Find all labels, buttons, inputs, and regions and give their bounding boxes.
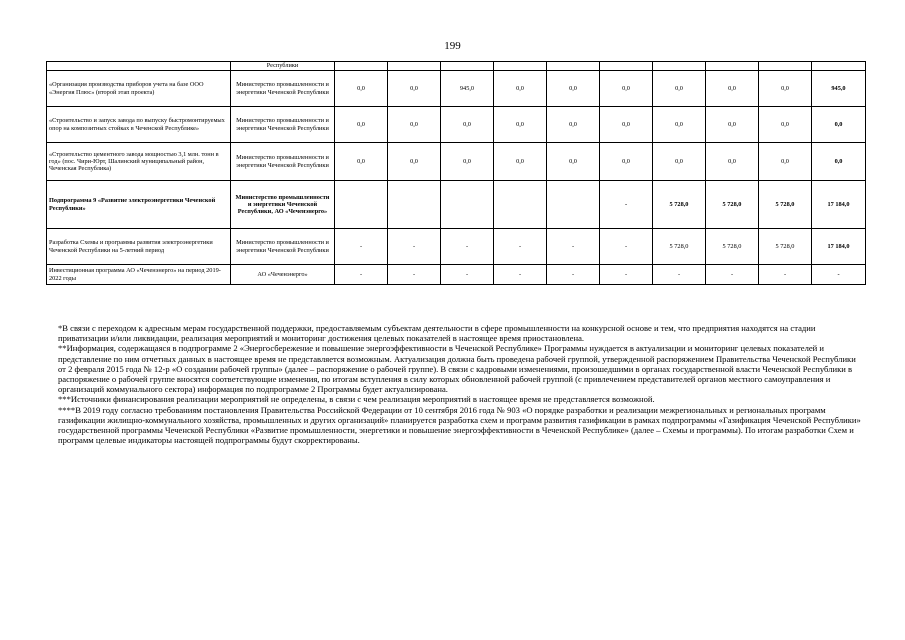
- table-cell-value: [547, 62, 600, 71]
- table-cell-total: 945,0: [812, 71, 866, 107]
- table-cell-value: 5 728,0: [653, 229, 706, 265]
- table-row: [47, 107, 866, 143]
- table-cell-value: [388, 181, 441, 229]
- table-cell-value: 0,0: [759, 143, 812, 181]
- table-cell-value: 0,0: [441, 143, 494, 181]
- table-cell-value: 0,0: [547, 71, 600, 107]
- table-cell-executor: АО «Чеченэнерго»: [231, 265, 335, 285]
- table-cell-name: [47, 62, 231, 71]
- table-cell-value: -: [335, 229, 388, 265]
- table-cell-value: 0,0: [335, 71, 388, 107]
- table-cell-value: 0,0: [706, 107, 759, 143]
- table-row: [47, 265, 866, 285]
- table-cell-total: 17 184,0: [812, 181, 866, 229]
- table-cell-value: 0,0: [335, 107, 388, 143]
- table-cell-value: 0,0: [335, 143, 388, 181]
- table-cell-value: [653, 62, 706, 71]
- table-cell-value: 0,0: [600, 107, 653, 143]
- table-cell-value: -: [335, 265, 388, 285]
- footnote: **Информация, содержащаяся в подпрограмме 2 «Энергосбережение и повышение энергоэффективности в Чеченской Республике» Программы нуждается в актуализации и мониторинг целевых показателей и представление по ним отчетных данных в настоящее время не представляется возможным. Актуализация должна быть проведена рабочей группой, утвержденной распоряжением Правительства Чеченской Республики от 2 февраля 2015 года № 12-р «О создании рабочей группы» (далее – распоряжение о рабочей группе). В связи с кадровыми изменениями, произошедшими в органах государственной власти Чеченской Республики в распоряжение о рабочей группе вносятся соответствующие изменения, по итогам вступления в силу которых обновленной рабочей группой (с привлечением представителей органов местного самоуправления и организаций коммунального сектора) информация по подпрограмме 2 Программы будет актуализирована.: [58, 343, 856, 395]
- table-cell-value: [441, 62, 494, 71]
- table-cell-executor: Министерство промышленности и энергетики Чеченской Республики: [231, 107, 335, 143]
- table-cell-value: -: [653, 265, 706, 285]
- table-cell-value: 0,0: [759, 107, 812, 143]
- page-number: 199: [444, 40, 461, 52]
- table-cell-executor: Министерство промышленности и энергетики Чеченской Республики: [231, 229, 335, 265]
- table-cell-value: 0,0: [653, 143, 706, 181]
- table-cell-value: -: [759, 265, 812, 285]
- table-cell-total: 0,0: [812, 107, 866, 143]
- table-row-header-continuation: [47, 62, 866, 71]
- table-cell-value: [441, 181, 494, 229]
- table-cell-value: -: [494, 229, 547, 265]
- table-cell-value: 0,0: [653, 107, 706, 143]
- table-cell-value: 0,0: [441, 107, 494, 143]
- table-cell-name: «Строительство и запуск завода по выпуску быстромонтируемых опор на композитных стойках в Чеченской Республике»: [47, 107, 231, 143]
- table-cell-name: Подпрограмма 9 «Развитие электроэнергетики Чеченской Республики»: [47, 181, 231, 229]
- table-cell-value: 0,0: [494, 107, 547, 143]
- table-cell-value: -: [600, 229, 653, 265]
- footnote: *В связи с переходом к адресным мерам государственной поддержки, предоставляемым субъектам деятельности в сфере промышленности на конкурсной основе и тем, что предприятия находятся на стадии приватизации и/или ликвидации, реализация мероприятий и мониторинг достижения целевых показателей в настоящее время приостановлена.: [58, 323, 816, 344]
- footnote: ****В 2019 году согласно требованиям постановления Правительства Российской Федерации от 10 сентября 2016 года № 903 «О порядке разработки и реализации межрегиональных и региональных программ газификации жилищно-коммунального хозяйства, промышленных и других организаций» планируется разработка схем и программ развития газификации в рамках подпрограммы «Газификация Чеченской Республики» государственной программы Чеченской Республики «Развитие промышленности, энергетики и повышение энергоэффективности в Чеченской Республике» (далее – Схемы и программы). По итогам разработки Схем и программ целевые индикаторы настоящей подпрограммы будут скорректированы.: [58, 404, 861, 446]
- table-cell-value: -: [600, 181, 653, 229]
- table-cell-value: [706, 62, 759, 71]
- table-cell-executor: Министерство промышленности и энергетики Чеченской Республики: [231, 143, 335, 181]
- table-cell-executor: Республики: [231, 62, 335, 71]
- table-cell-value: -: [388, 265, 441, 285]
- table-cell-executor: Министерство промышленности и энергетики Чеченской Республики: [231, 71, 335, 107]
- table-cell-value: [335, 181, 388, 229]
- table-cell-value: 5 728,0: [759, 181, 812, 229]
- budget-table: [46, 61, 866, 285]
- table-cell-executor: Министерство промышленности и энергетики Чеченской Республики, АО «Чеченэнерго»: [231, 181, 335, 229]
- table-cell-name: «Строительство цементного завода мощностью 3,1 млн. тонн в год» (пос. Чири-Юрт, Шалинский муниципальный район, Чеченская Республика): [47, 143, 231, 181]
- table-cell-name: Разработка Схемы и программы развития электроэнергетики Чеченской Республики на 5-летний период: [47, 229, 231, 265]
- table-cell-value: 0,0: [706, 71, 759, 107]
- table-row: [47, 181, 866, 229]
- table-cell-value: [335, 62, 388, 71]
- table-cell-value: 0,0: [653, 71, 706, 107]
- table-cell-value: -: [388, 229, 441, 265]
- table-cell-value: 0,0: [547, 143, 600, 181]
- table-cell-value: 5 728,0: [759, 229, 812, 265]
- table-cell-value: 5 728,0: [653, 181, 706, 229]
- table-cell-value: -: [441, 265, 494, 285]
- table-cell-value: [388, 62, 441, 71]
- table-cell-value: -: [600, 265, 653, 285]
- table-cell-value: [600, 62, 653, 71]
- table-cell-total: 17 184,0: [812, 229, 866, 265]
- table-cell-value: [812, 62, 866, 71]
- table-cell-value: -: [706, 265, 759, 285]
- table-cell-name: «Организация производства приборов учета на базе ООО «Энергия Плюс» (второй этап проекта): [47, 71, 231, 107]
- table-row: [47, 71, 866, 107]
- footnotes: [58, 323, 864, 445]
- table-cell-value: 0,0: [706, 143, 759, 181]
- table-row: [47, 143, 866, 181]
- table-cell-total: 0,0: [812, 143, 866, 181]
- table-cell-value: [494, 62, 547, 71]
- table-cell-value: 0,0: [388, 71, 441, 107]
- table-cell-value: 0,0: [600, 143, 653, 181]
- table-cell-value: 0,0: [759, 71, 812, 107]
- table-cell-value: 0,0: [600, 71, 653, 107]
- table-cell-value: 5 728,0: [706, 181, 759, 229]
- table-cell-value: 0,0: [494, 71, 547, 107]
- table-cell-value: 0,0: [494, 143, 547, 181]
- table-cell-value: 0,0: [388, 143, 441, 181]
- table-cell-name: Инвестиционная программа АО «Чеченэнерго» на период 2019-2022 годы: [47, 265, 231, 285]
- table-cell-value: 945,0: [441, 71, 494, 107]
- table-cell-value: -: [494, 265, 547, 285]
- table-cell-value: [759, 62, 812, 71]
- table-row: [47, 229, 866, 265]
- footnote: ***Источники финансирования реализации мероприятий не определены, в связи с чем реализация мероприятий в настоящее время не представляется возможной.: [58, 394, 655, 405]
- table-cell-value: -: [441, 229, 494, 265]
- table-cell-value: 0,0: [547, 107, 600, 143]
- table-cell-value: 0,0: [388, 107, 441, 143]
- table-cell-total: -: [812, 265, 866, 285]
- table-cell-value: -: [547, 229, 600, 265]
- table-cell-value: [494, 181, 547, 229]
- table-cell-value: 5 728,0: [706, 229, 759, 265]
- table-cell-value: -: [547, 265, 600, 285]
- table-cell-value: [547, 181, 600, 229]
